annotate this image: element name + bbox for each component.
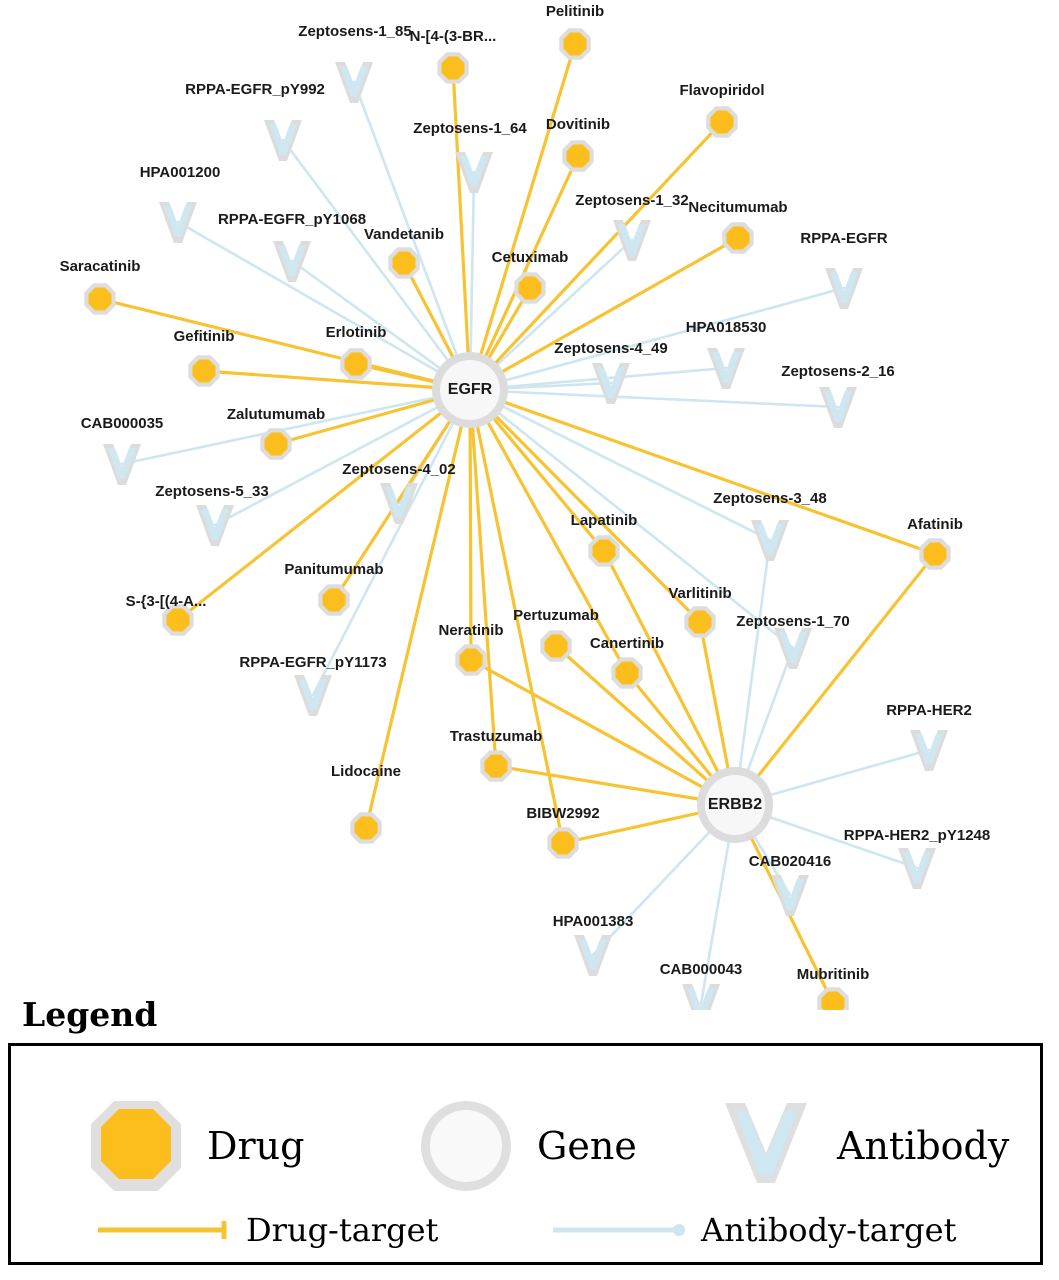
drug-node-core xyxy=(567,145,590,168)
drug-node[interactable] xyxy=(514,272,545,303)
antibody-target-edge xyxy=(313,390,470,695)
legend-label-antibody: Antibody xyxy=(837,1124,1010,1168)
antibody-node-label: RPPA-HER2 xyxy=(886,702,972,719)
drug-node-core xyxy=(193,360,216,383)
legend-item-antibody xyxy=(711,1091,1009,1201)
antibody-node-label: HPA001200 xyxy=(139,164,221,181)
drug-node[interactable] xyxy=(318,584,349,615)
antibody-node-label: HPA018530 xyxy=(685,319,767,336)
drug-node-label: Zalutumumab xyxy=(226,406,326,423)
drug-node-core xyxy=(345,353,368,376)
drug-node[interactable] xyxy=(350,812,381,843)
drug-node-label: BIBW2992 xyxy=(526,805,600,822)
drug-node[interactable] xyxy=(611,657,642,688)
drug-node[interactable] xyxy=(562,140,593,171)
legend-title: Legend xyxy=(22,995,158,1034)
legend-label-drug: Drug xyxy=(207,1124,305,1168)
antibody-target-edge xyxy=(122,390,470,464)
drug-node[interactable] xyxy=(437,52,468,83)
antibody-node-label: Zeptosens-3_48 xyxy=(713,490,827,507)
antibody-node-label: Zeptosens-4_02 xyxy=(342,461,456,478)
drug-node[interactable] xyxy=(559,28,590,59)
drug-node-label: Mubritinib xyxy=(796,966,870,983)
legend-box xyxy=(8,1043,1043,1265)
antibody-node-label: Zeptosens-4_49 xyxy=(554,340,668,357)
drug-node[interactable] xyxy=(540,630,571,661)
legend-item-drug xyxy=(81,1091,304,1201)
antibody-node-label: CAB020416 xyxy=(748,853,832,870)
drug-target-edge xyxy=(470,390,700,622)
drug-node-label: Lapatinib xyxy=(570,512,638,529)
drug-target-edge xyxy=(735,554,935,805)
gene-node-label: ERBB2 xyxy=(707,796,763,813)
drug-node-core xyxy=(460,649,483,672)
antibody-node-label: Zeptosens-1_32 xyxy=(575,192,689,209)
drug-node-label: Flavopiridol xyxy=(679,82,765,99)
drug-node-label: Neratinib xyxy=(438,622,504,639)
drug-target-edge xyxy=(453,68,470,390)
drug-node[interactable] xyxy=(684,606,715,637)
drug-node-label: Necitumumab xyxy=(688,199,788,216)
antibody-node-label: CAB000035 xyxy=(80,415,164,432)
drug-node-core xyxy=(711,111,734,134)
drug-node-label: S-{3-[(4-A... xyxy=(125,593,207,610)
drug-node-core xyxy=(545,635,568,658)
antibody-node-label: Zeptosens-1_70 xyxy=(736,613,850,630)
drug-node[interactable] xyxy=(340,348,371,379)
legend-edge-label-antibody-target: Antibody-target xyxy=(701,1211,957,1249)
drug-node[interactable] xyxy=(722,222,753,253)
drug-node-label: Trastuzumab xyxy=(449,728,543,745)
drug-node-core xyxy=(393,252,416,275)
drug-node[interactable] xyxy=(547,827,578,858)
drug-node-core xyxy=(355,817,378,840)
drug-node[interactable] xyxy=(188,355,219,386)
drug-node-core xyxy=(689,611,712,634)
drug-node[interactable] xyxy=(455,644,486,675)
drug-node-label: Gefitinib xyxy=(173,328,235,345)
drug-node-label: Panitumumab xyxy=(284,561,384,578)
drug-target-edge xyxy=(178,390,470,620)
drug-node-label: Vandetanib xyxy=(363,226,445,243)
drug-node-core xyxy=(924,543,947,566)
legend-edge-drug-target xyxy=(96,1211,438,1249)
antibody-node-label: Zeptosens-1_64 xyxy=(413,120,527,137)
drug-node-label: Lidocaine xyxy=(330,763,402,780)
drug-node-core xyxy=(564,33,587,56)
antibody-chevron-icon xyxy=(711,1091,821,1201)
drug-node[interactable] xyxy=(817,987,848,1010)
drug-target-edge xyxy=(470,390,471,660)
antibody-target-edge xyxy=(470,390,838,407)
antibody-node-label: Zeptosens-2_16 xyxy=(781,363,895,380)
antibody-node-label: Zeptosens-5_33 xyxy=(155,483,269,500)
drug-node-label: Dovitinib xyxy=(545,116,611,133)
drug-node[interactable] xyxy=(706,106,737,137)
drug-node-label: Erlotinib xyxy=(325,324,387,341)
drug-node-core xyxy=(89,288,112,311)
antibody-node-label: CAB000043 xyxy=(659,961,743,978)
drug-node[interactable] xyxy=(388,247,419,278)
drug-node-core xyxy=(167,609,190,632)
gene-circle-icon xyxy=(411,1091,521,1201)
drug-node-core xyxy=(442,57,465,80)
drug-node-label: N-[4-(3-BR... xyxy=(409,28,497,45)
drug-node-label: Saracatinib xyxy=(59,258,141,275)
drug-node-label: Varlitinib xyxy=(668,585,732,602)
antibody-target-edge-icon xyxy=(551,1218,691,1242)
antibody-node-label: RPPA-EGFR_pY1068 xyxy=(217,211,367,228)
drug-node-label: Afatinib xyxy=(907,516,963,533)
gene-node-label: EGFR xyxy=(447,381,493,398)
antibody-node-label: RPPA-EGFR_pY992 xyxy=(185,81,325,98)
drug-node[interactable] xyxy=(84,283,115,314)
drug-node-core xyxy=(485,755,508,778)
drug-node-label: Pertuzumab xyxy=(513,607,599,624)
drug-node-core xyxy=(593,540,616,563)
drug-node-core xyxy=(727,227,750,250)
antibody-node-label: HPA001383 xyxy=(552,913,634,930)
antibody-node-label: Zeptosens-1_85 xyxy=(298,23,412,40)
antibody-node-label: RPPA-HER2_pY1248 xyxy=(843,827,991,844)
drug-node[interactable] xyxy=(588,535,619,566)
drug-node[interactable] xyxy=(260,428,291,459)
drug-node-label: Pelitinib xyxy=(545,3,605,20)
drug-node[interactable] xyxy=(480,750,511,781)
drug-node-core xyxy=(323,589,346,612)
drug-node-core xyxy=(616,662,639,685)
drug-node-label: Cetuximab xyxy=(491,249,569,266)
legend-edge-antibody-target xyxy=(551,1211,956,1249)
antibody-node-label: RPPA-EGFR_pY1173 xyxy=(239,654,387,671)
drug-target-edge-icon xyxy=(96,1218,236,1242)
drug-node-core xyxy=(265,433,288,456)
legend-edge-label-drug-target: Drug-target xyxy=(246,1211,439,1249)
drug-octagon-icon xyxy=(81,1091,191,1201)
drug-node-core xyxy=(519,277,542,300)
legend-item-gene xyxy=(411,1091,637,1201)
antibody-node-label: RPPA-EGFR xyxy=(800,230,888,247)
drug-node-core xyxy=(552,832,575,855)
drug-node[interactable] xyxy=(919,538,950,569)
legend-label-gene: Gene xyxy=(537,1124,637,1168)
drug-node-label: Canertinib xyxy=(589,635,665,652)
